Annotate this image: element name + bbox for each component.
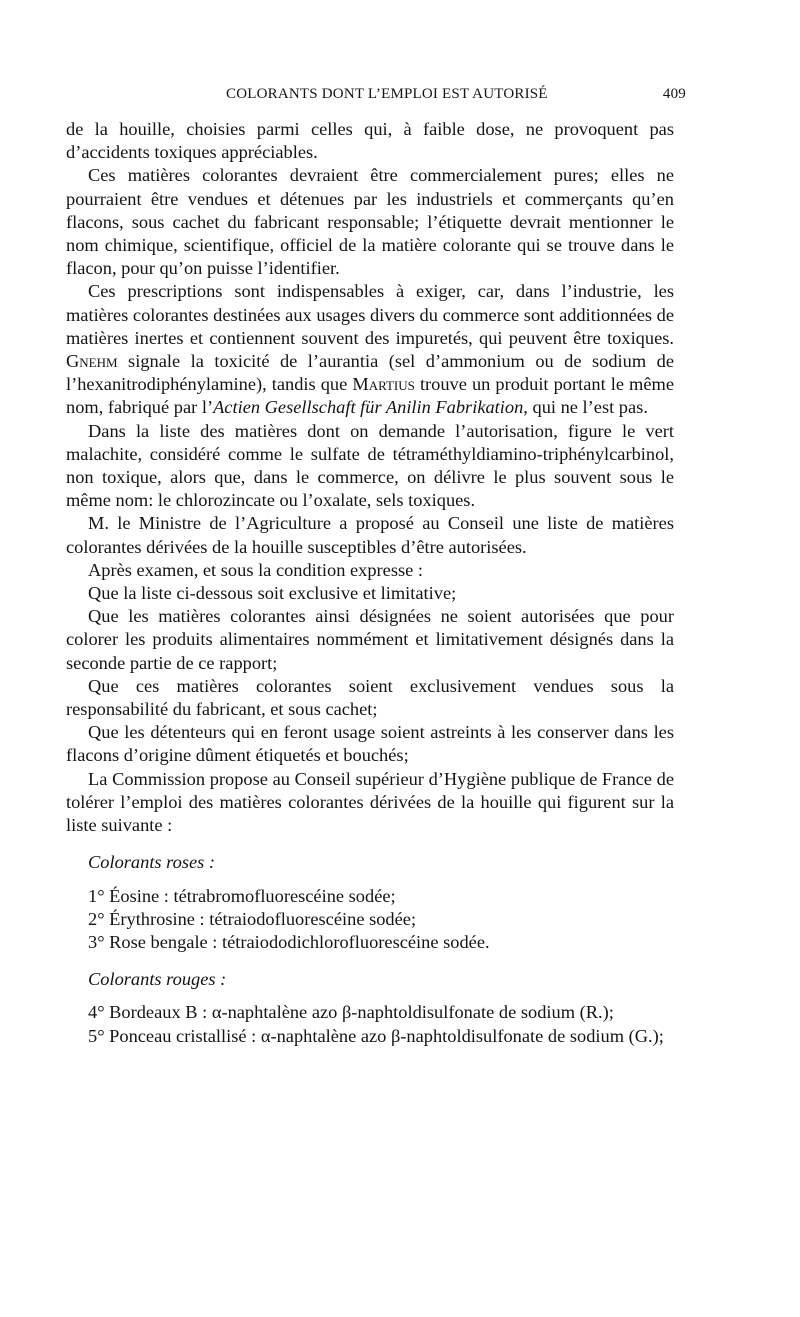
paragraph: Dans la liste des matières dont on demande l’autorisation, figure le vert malachite, considéré comme le sulfate de tétraméthyldiamino-triphénylcarbinol, non toxique, alors que, dans le commerce, on délivre le plus souvent sous le même nom: le chlorozincate ou l’oxalate, sels toxiques.	[66, 420, 674, 511]
paragraph: Que les détenteurs qui en feront usage soient astreints à les conserver dans les flacons d’origine dûment étiquetés et bouchés;	[66, 722, 674, 766]
paragraph	[66, 280, 674, 419]
paragraph: M. le Ministre de l’Agriculture a proposé au Conseil une liste de matières colorantes dérivées de la houille susceptibles d’être autorisées.	[66, 513, 674, 557]
body-text	[66, 118, 674, 1048]
paragraph: Après examen, et sous la condition expresse :	[88, 559, 424, 580]
company-name: Actien Gesellschaft für Anilin Fabrikation	[213, 397, 524, 418]
paragraph: de la houille, choisies parmi celles qui, à faible dose, ne provoquent pas d’accidents toxiques appréciables.	[66, 119, 674, 163]
section-heading-roses: Colorants roses :	[88, 852, 216, 873]
page-number: 409	[662, 86, 686, 102]
paragraph: Que les matières colorantes ainsi désignées ne soient autorisées que pour colorer les produits alimentaires nommément et limitativement désignés dans la seconde partie de ce rapport;	[66, 606, 674, 673]
list-item: 3° Rose bengale : tétraiododichlorofluorescéine sodée.	[88, 931, 490, 952]
paragraph-text: trouve un produit portant le même nom, fabriqué par l’	[66, 374, 674, 418]
section-heading-rouges: Colorants rouges :	[88, 969, 227, 990]
list-item: 2° Érythrosine : tétraiodofluorescéine sodée;	[88, 908, 417, 929]
paragraph-text: , qui ne l’est pas.	[523, 397, 648, 418]
paragraph: La Commission propose au Conseil supérieur d’Hygiène publique de France de tolérer l’emploi des matières colorantes dérivées de la houille qui figurent sur la liste suivante :	[66, 768, 674, 836]
list-item: 5° Ponceau cristallisé : α-naphtalène azo β-naphtoldisulfonate de sodium (G.);	[88, 1025, 664, 1046]
paragraph: Que la liste ci-dessous soit exclusive et limitative;	[88, 583, 457, 604]
list-item: 1° Éosine : tétrabromofluorescéine sodée;	[88, 885, 396, 906]
author-name: Gnehm	[66, 351, 118, 372]
paragraph: Ces matières colorantes devraient être commercialement pures; elles ne pourraient être vendues et détenues par les industriels et commerçants qu’en flacons, sous cachet du fabricant responsable; l’étiquette devrait mentionner le nom chimique, scientifique, officiel de la matière colorante qui se trouve dans le flacon, pour qu’on puisse l’identifier.	[66, 165, 674, 279]
list-item: 4° Bordeaux B : α-naphtalène azo β-naphtoldisulfonate de sodium (R.);	[88, 1002, 614, 1023]
paragraph: Que ces matières colorantes soient exclusivement vendues sous la responsabilité du fabricant, et sous cachet;	[66, 675, 674, 720]
paragraph-text: Ces prescriptions sont indispensables à exiger, car, dans l’industrie, les matières colorantes destinées aux usages divers du commerce sont additionnées de matières inertes et contiennent souvent des impuretés, qui peuvent être toxiques.	[66, 281, 674, 348]
paragraph-text: signale la toxicité de l’aurantia (sel d’ammonium ou de sodium de l’hexanitrodiphénylamine), tandis que	[66, 351, 674, 395]
running-header	[66, 86, 686, 108]
author-name: Martius	[352, 374, 415, 395]
running-title: COLORANTS DONT L’EMPLOI EST AUTORISÉ	[226, 86, 548, 102]
